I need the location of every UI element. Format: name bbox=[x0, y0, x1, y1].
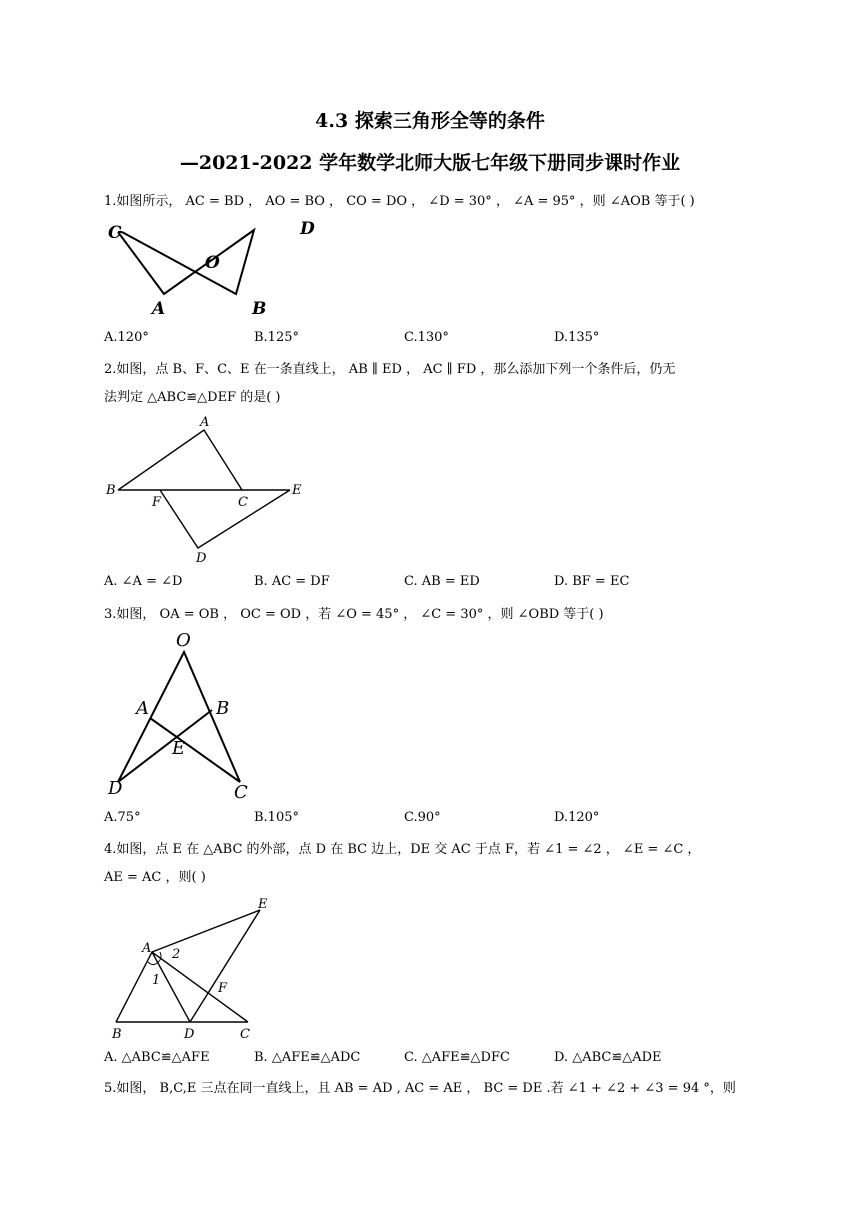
q2-label-c: C bbox=[238, 495, 248, 510]
question-4-line-1: 4.如图，点 E 在 △ABC 的外部，点 D 在 BC 边上，DE 交 AC 于点 F，若 ∠1 = ∠2 ， ∠E = ∠C ， bbox=[104, 842, 701, 857]
q4-label-d: D bbox=[184, 1027, 195, 1042]
question-2-line-1: 2.如图，点 B、F、C、E 在一条直线上， AB ∥ ED ， AC ∥ FD ，那么添加下列一个条件后，仍无 bbox=[104, 362, 676, 377]
q1-option-c[interactable]: C.130° bbox=[404, 330, 449, 345]
q2-label-f: F bbox=[152, 495, 162, 510]
question-4-figure bbox=[104, 894, 294, 1042]
q1-label-a: A bbox=[152, 299, 166, 319]
question-4-line-2: AE = AC ，则( ) bbox=[104, 870, 206, 885]
q3-label-a: A bbox=[136, 698, 149, 719]
q3-label-c: C bbox=[234, 782, 248, 803]
q4-label-e: E bbox=[258, 897, 268, 912]
q3-option-a[interactable]: A.75° bbox=[104, 810, 141, 825]
question-2-figure bbox=[104, 412, 314, 568]
question-1-figure bbox=[104, 216, 324, 322]
q2-option-d[interactable]: D. BF = EC bbox=[554, 574, 630, 589]
q4-label-f: F bbox=[218, 981, 228, 996]
q3-label-o: O bbox=[176, 630, 191, 651]
q3-label-d: D bbox=[108, 778, 123, 799]
question-5-text: 5.如图， B,C,E 三点在同一直线上，且 AB = AD , AC = AE ， BC = DE .若 ∠1 + ∠2 + ∠3 = 94 °，则 bbox=[104, 1081, 736, 1096]
q4-option-a[interactable]: A. △ABC≌△AFE bbox=[104, 1050, 210, 1065]
question-3-text: 3.如图， OA = OB ， OC = OD ，若 ∠O = 45° ， ∠C = 30° ，则 ∠OBD 等于( ) bbox=[104, 607, 604, 622]
q2-option-a[interactable]: A. ∠A = ∠D bbox=[104, 574, 183, 589]
q2-option-b[interactable]: B. AC = DF bbox=[254, 574, 330, 589]
q2-option-c[interactable]: C. AB = ED bbox=[404, 574, 480, 589]
q1-label-b: B bbox=[252, 299, 267, 319]
q2-label-a: A bbox=[200, 415, 210, 430]
page-subtitle: —2021-2022 学年数学北师大版七年级下册同步课时作业 bbox=[179, 152, 681, 174]
q1-option-b[interactable]: B.125° bbox=[254, 330, 299, 345]
q1-label-d: D bbox=[300, 219, 315, 239]
q4-label-a: A bbox=[142, 941, 152, 956]
q4-option-c[interactable]: C. △AFE≌△DFC bbox=[404, 1050, 510, 1065]
q1-option-d[interactable]: D.135° bbox=[554, 330, 600, 345]
q3-option-b[interactable]: B.105° bbox=[254, 810, 299, 825]
q4-label-b: B bbox=[112, 1027, 122, 1042]
page-title: 4.3 探索三角形全等的条件 bbox=[315, 110, 545, 132]
q2-label-b: B bbox=[106, 483, 116, 498]
q1-option-a[interactable]: A.120° bbox=[104, 330, 149, 345]
q3-label-e: E bbox=[172, 738, 186, 759]
q4-option-b[interactable]: B. △AFE≌△ADC bbox=[254, 1050, 361, 1065]
q3-option-c[interactable]: C.90° bbox=[404, 810, 441, 825]
question-2-line-2: 法判定 △ABC≌△DEF 的是( ) bbox=[104, 390, 281, 405]
q4-option-d[interactable]: D. △ABC≌△ADE bbox=[554, 1050, 662, 1065]
q4-label-1: 1 bbox=[152, 973, 161, 988]
q3-option-d[interactable]: D.120° bbox=[554, 810, 600, 825]
q4-label-c: C bbox=[240, 1027, 250, 1042]
q1-label-c: C bbox=[108, 223, 122, 243]
q2-label-d: D bbox=[196, 551, 207, 566]
question-1-text: 1.如图所示， AC = BD ， AO = BO ， CO = DO ， ∠D = 30° ， ∠A = 95° ，则 ∠AOB 等于( ) bbox=[104, 194, 695, 209]
question-3-figure bbox=[104, 628, 264, 804]
q3-label-b: B bbox=[216, 698, 230, 719]
q4-label-2: 2 bbox=[172, 947, 181, 962]
q2-label-e: E bbox=[292, 483, 302, 498]
q1-label-o: O bbox=[205, 253, 220, 273]
